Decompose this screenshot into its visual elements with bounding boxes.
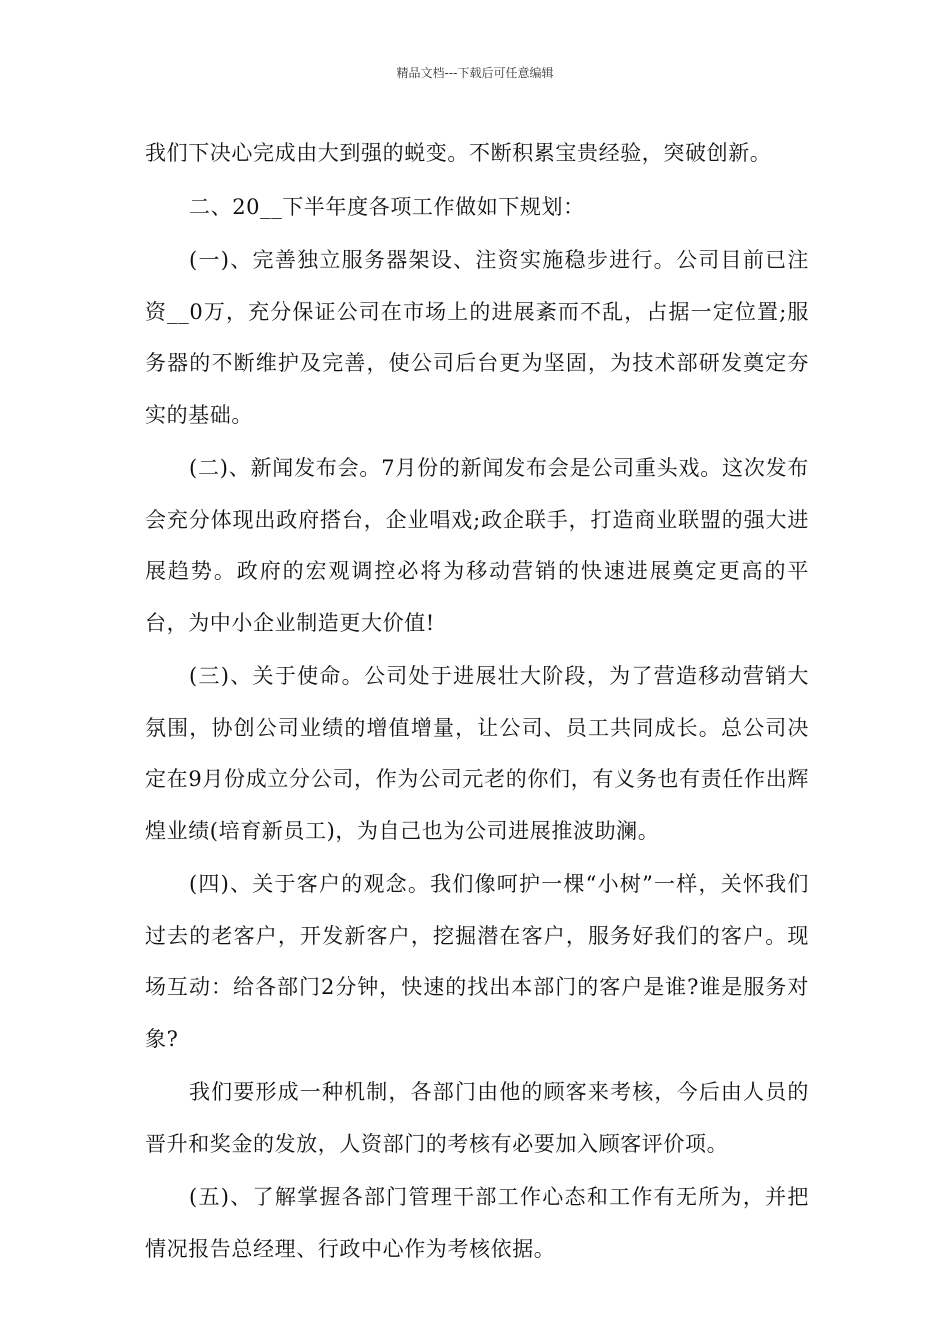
paragraph-item-3: (三)、关于使命。公司处于进展壮大阶段，为了营造移动营销大氛围，协创公司业绩的增值增量，让公司、员工共同成长。总公司决定在9月份成立分公司，作为公司元老的你们，有义务也有责任作出辉煌业绩(培育新员工)，为自己也为公司进展推波助澜。 [145,664,809,843]
paragraph-item-4: (四)、关于客户的观念。我们像呵护一棵“小树”一样，关怀我们过去的老客户，开发新客户，挖掘潜在客户，服务好我们的客户。现场互动：给各部门2分钟，快速的找出本部门的客户是谁?谁是服务对象? [145,872,809,1051]
section-heading-plan: 二、20__下半年度各项工作做如下规划： [189,194,585,219]
page-header: 精品文档---下载后可任意编辑 [396,66,554,80]
paragraph-item-2: (二)、新闻发布会。7月份的新闻发布会是公司重头戏。这次发布会充分体现出政府搭台，企业唱戏;政企联手，打造商业联盟的强大进展趋势。政府的宏观调控必将为移动营销的快速进展奠定更高的平台，为中小企业制造更大价值! [145,456,809,635]
paragraph-mechanism: 我们要形成一种机制，各部门由他的顾客来考核，今后由人员的晋升和奖金的发放，人资部门的考核有必要加入顾客评价项。 [145,1080,809,1156]
paragraph-item-1: (一)、完善独立服务器架设、注资实施稳步进行。公司目前已注资__0万，充分保证公司在市场上的进展紊而不乱，占据一定位置;服务器的不断维护及完善，使公司后台更为坚固，为技术部研发奠定夯实的基础。 [145,248,809,427]
paragraph-item-5: (五)、了解掌握各部门管理干部工作心态和工作有无所为，并把情况报告总经理、行政中心作为考核依据。 [145,1185,809,1261]
document-body [145,128,809,1277]
paragraph-intro: 我们下决心完成由大到强的蜕变。不断积累宝贵经验，突破创新。 [145,141,772,165]
